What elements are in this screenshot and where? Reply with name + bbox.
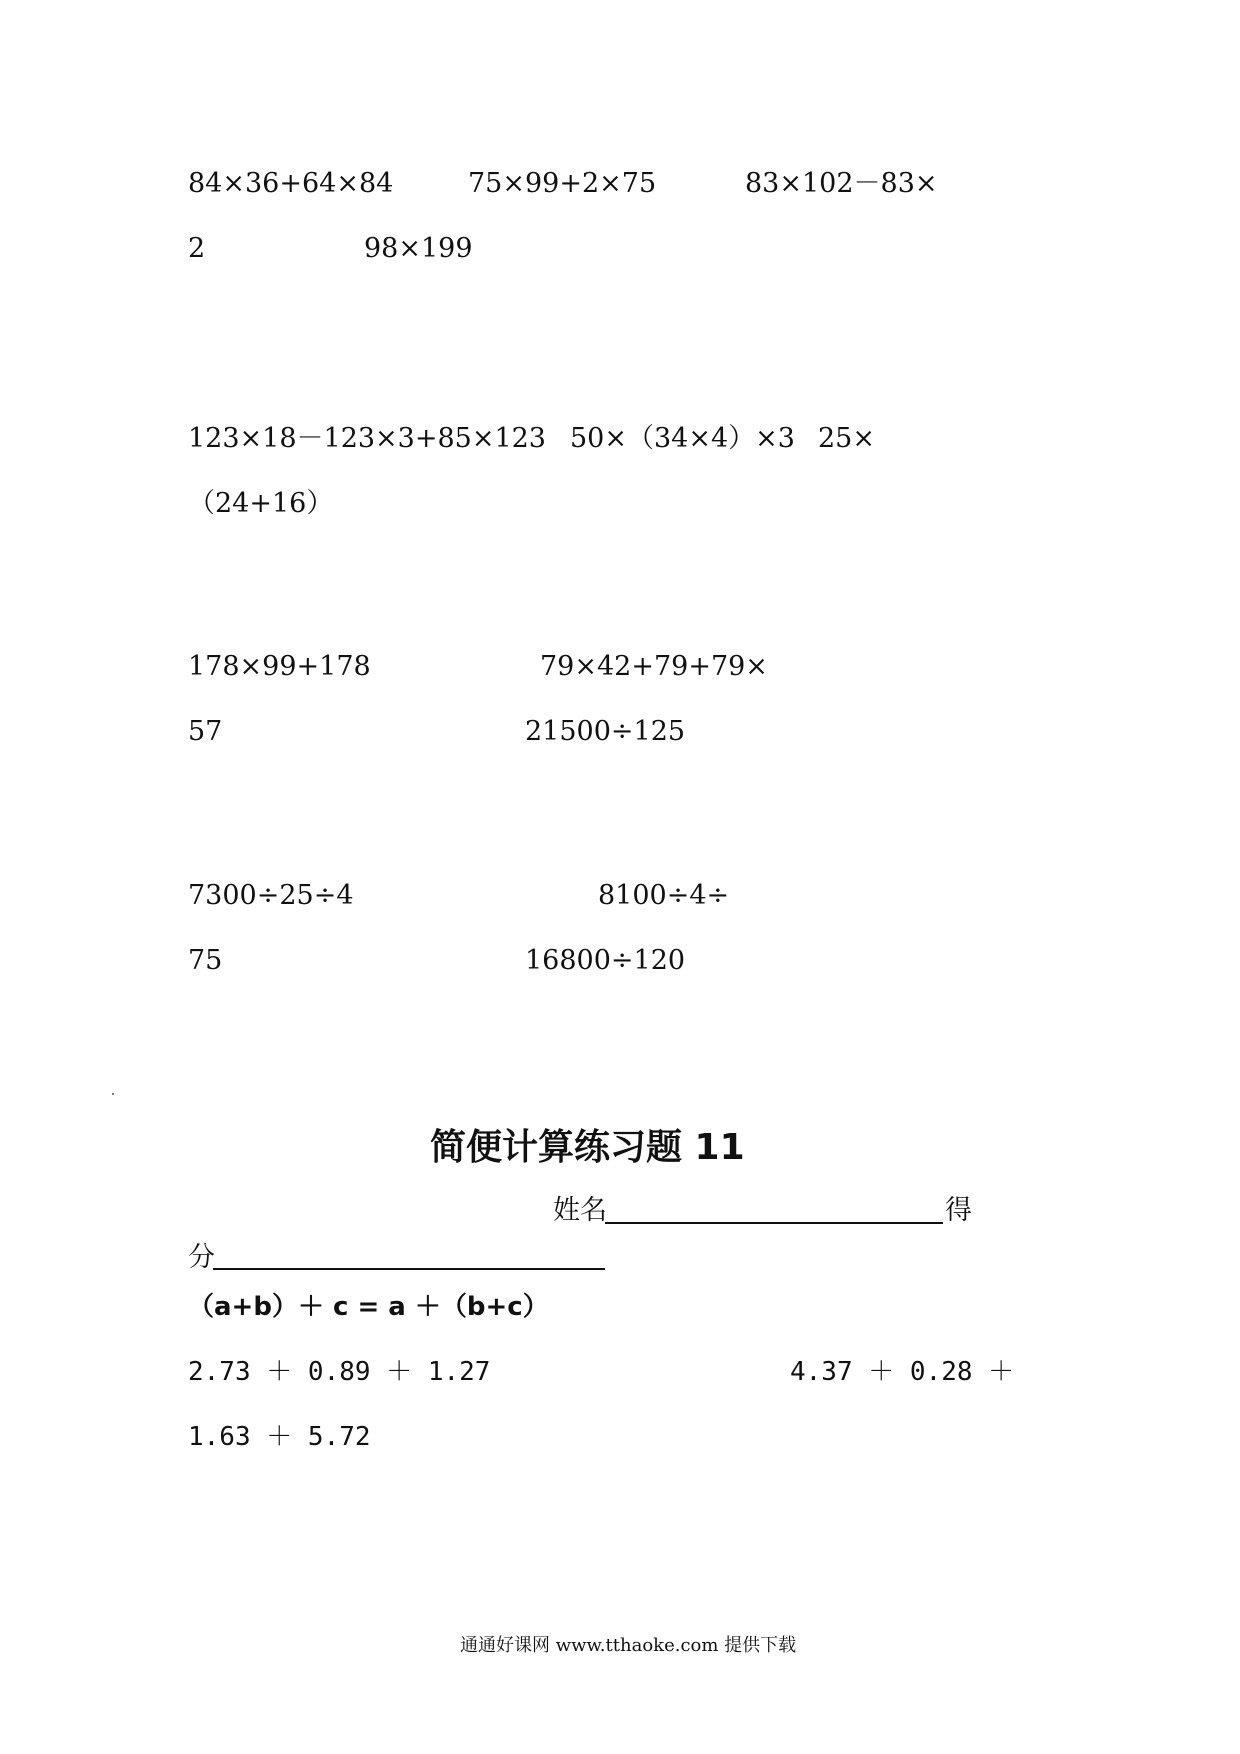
score-underline — [213, 1268, 605, 1270]
exercise-75x99: 75×99+2×75 — [468, 168, 657, 199]
exercise-178x99: 178×99+178 — [188, 651, 371, 682]
footer-credit: 通通好课网 www.tthaoke.com 提供下载 — [460, 1635, 797, 1656]
exercise-83x102-continued: 2 — [188, 233, 206, 264]
name-underline — [605, 1222, 943, 1224]
exercise-8100div4-continued: 75 — [188, 945, 223, 976]
exercise-84x36: 84×36+64×84 — [188, 168, 394, 199]
section-title: 简便计算练习题 11 — [430, 1127, 745, 1168]
exercise-2.73-plus: 2.73 ＋ 0.89 ＋ 1.27 — [188, 1357, 491, 1387]
exercise-83x102: 83×102－83× — [745, 168, 938, 199]
exercise-8100div4: 8100÷4÷ — [598, 880, 730, 911]
score-label-start: 分 — [188, 1242, 215, 1273]
score-label-end: 得 — [945, 1195, 972, 1226]
associative-law-formula: （a+b）＋ c = a ＋（b+c） — [188, 1292, 549, 1322]
exercise-7300div25div4: 7300÷25÷4 — [188, 880, 354, 911]
exercise-4.37-continued: 1.63 ＋ 5.72 — [188, 1422, 371, 1452]
exercise-123x18: 123×18－123×3+85×123 — [188, 423, 546, 454]
exercise-79x42-continued: 57 — [188, 716, 223, 747]
exercise-25x: 25× — [818, 423, 875, 454]
exercise-21500div125: 21500÷125 — [525, 716, 686, 747]
name-label: 姓名 — [553, 1195, 607, 1226]
exercise-4.37-plus: 4.37 ＋ 0.28 ＋ — [790, 1357, 1015, 1387]
exercise-79x42: 79×42+79+79× — [540, 651, 768, 682]
exercise-98x199: 98×199 — [364, 233, 473, 264]
stray-mark — [112, 1093, 114, 1095]
exercise-16800div120: 16800÷120 — [525, 945, 686, 976]
exercise-50x34x4x3: 50×（34×4）×3 — [570, 423, 795, 454]
exercise-25x-continued: （24+16） — [188, 488, 334, 519]
